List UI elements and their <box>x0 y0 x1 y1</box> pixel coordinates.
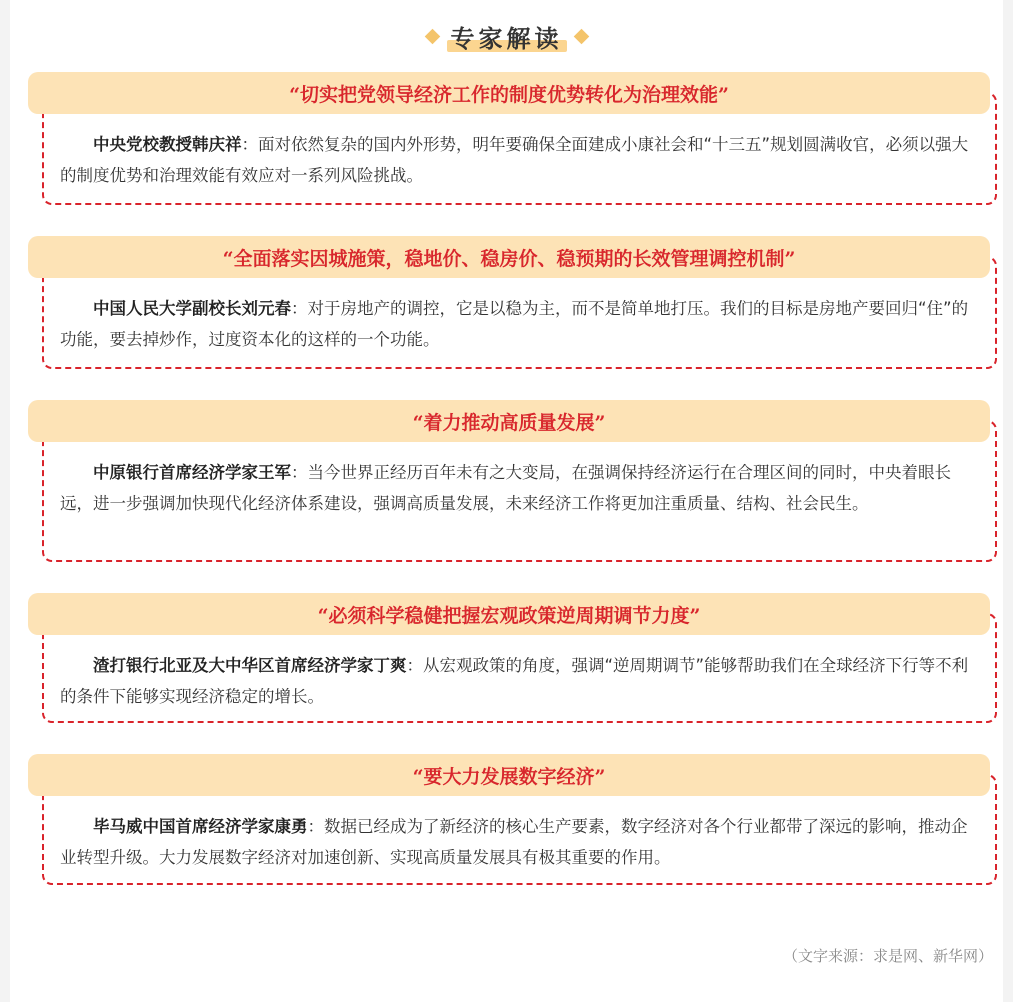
card-headline: “要大力发展数字经济” <box>28 754 990 796</box>
source-note: （文字来源：求是网、新华网） <box>782 947 993 965</box>
diamond-right-icon <box>573 28 589 44</box>
card-headline: “必须科学稳健把握宏观政策逆周期调节力度” <box>28 593 990 635</box>
expert-name: 中国人民大学副校长刘元春 <box>93 299 291 318</box>
expert-quote: ：从宏观政策的角度，强调“逆周期调节”能够帮助我们在全球经济下行等不利的条件下能够实现经济稳定的增长。 <box>60 656 969 706</box>
expert-name: 中原银行首席经济学家王军 <box>93 463 291 482</box>
expert-name: 中央党校教授韩庆祥 <box>93 135 242 154</box>
card-body <box>60 457 975 519</box>
card-body <box>60 129 975 191</box>
section-header <box>10 14 1003 58</box>
diamond-left-icon <box>424 28 440 44</box>
expert-name: 毕马威中国首席经济学家康勇 <box>93 817 308 836</box>
section-title-wrap <box>445 19 569 54</box>
expert-quote: ：数据已经成为了新经济的核心生产要素，数字经济对各个行业都带了深远的影响，推动企业转型升级。大力发展数字经济对加速创新、实现高质量发展具有极其重要的作用。 <box>60 817 968 867</box>
card-headline: “着力推动高质量发展” <box>28 400 990 442</box>
card-body <box>60 293 975 355</box>
card-headline: “切实把党领导经济工作的制度优势转化为治理效能” <box>28 72 990 114</box>
article-page <box>10 0 1003 1002</box>
card-body <box>60 811 975 873</box>
expert-quote: ：对于房地产的调控，它是以稳为主，而不是简单地打压。我们的目标是房地产要回归“住”的功能，要去掉炒作，过度资本化的这样的一个功能。 <box>60 299 969 349</box>
section-title: 专家解读 <box>450 23 563 53</box>
card-headline: “全面落实因城施策，稳地价、稳房价、稳预期的长效管理调控机制” <box>28 236 990 278</box>
card-body <box>60 650 975 712</box>
expert-quote: ：当今世界正经历百年未有之大变局，在强调保持经济运行在合理区间的同时，中央着眼长远，进一步强调加快现代化经济体系建设，强调高质量发展，未来经济工作将更加注重质量、结构、社会民生。 <box>60 463 951 513</box>
expert-name: 渣打银行北亚及大中华区首席经济学家丁爽 <box>93 656 407 675</box>
expert-quote: ：面对依然复杂的国内外形势，明年要确保全面建成小康社会和“十三五”规划圆满收官，必须以强大的制度优势和治理效能有效应对一系列风险挑战。 <box>60 135 969 185</box>
